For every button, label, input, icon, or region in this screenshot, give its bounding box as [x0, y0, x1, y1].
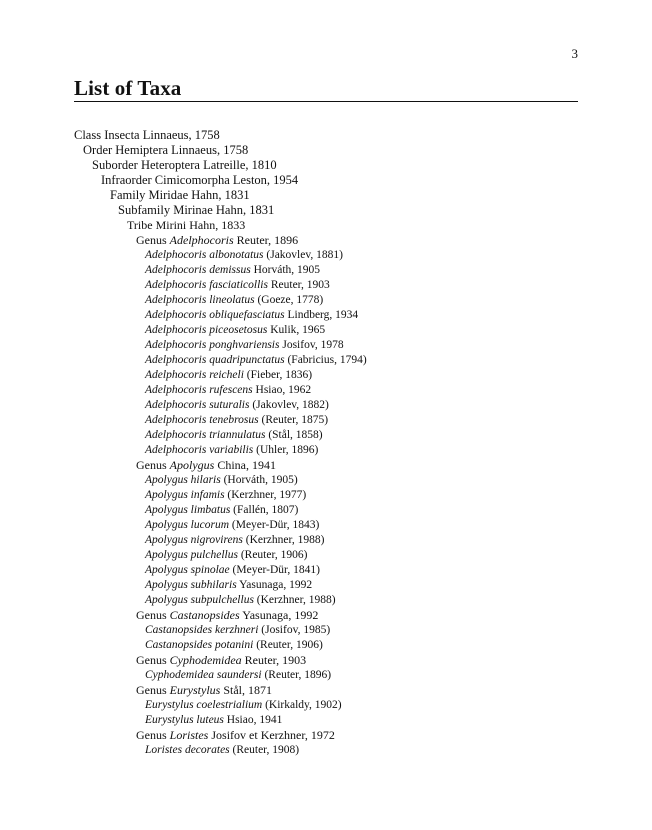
taxon-name: Eurystylus coelestrialium — [145, 699, 263, 711]
taxon-authority: (Fabricius, 1794) — [284, 354, 367, 366]
taxon-authority: Reuter, 1903 — [267, 279, 330, 291]
taxon-entry — [74, 218, 578, 233]
taxon-entry — [74, 608, 578, 623]
taxon-name: Castanopsides potanini — [145, 639, 254, 651]
taxon-entry — [74, 578, 578, 593]
taxon-name: Apolygus — [169, 458, 215, 472]
taxon-authority: (Jakovlev, 1881) — [263, 249, 343, 261]
page-heading: List of Taxa — [74, 76, 182, 100]
taxon-name: Apolygus lucorum — [145, 519, 230, 531]
heading-rule — [74, 101, 578, 102]
taxon-rank-prefix: Infraorder Cimicomorpha Leston, 1954 — [101, 173, 299, 187]
taxon-authority: (Kirkaldy, 1902) — [262, 699, 342, 711]
taxon-authority: (Horváth, 1905) — [220, 474, 298, 486]
taxon-entry — [74, 488, 578, 503]
taxon-authority: (Reuter, 1906) — [253, 639, 323, 651]
taxon-entry — [74, 518, 578, 533]
taxon-authority: China, 1941 — [214, 458, 277, 472]
taxon-authority: Reuter, 1896 — [233, 233, 299, 247]
taxon-entry — [74, 323, 578, 338]
taxon-name: Apolygus infamis — [145, 489, 225, 501]
taxon-name: Eurystylus luteus — [145, 714, 224, 726]
taxon-name: Loristes decorates — [145, 744, 230, 756]
taxon-name: Adelphocoris triannulatus — [145, 429, 266, 441]
taxon-name: Adelphocoris obliquefasciatus — [145, 309, 285, 321]
taxon-name: Apolygus subpulchellus — [145, 594, 254, 606]
taxon-entry — [74, 683, 578, 698]
taxon-entry — [74, 668, 578, 683]
taxon-entry — [74, 293, 578, 308]
taxon-entry — [74, 563, 578, 578]
taxon-entry — [74, 248, 578, 263]
taxon-authority: Josifov, 1978 — [279, 339, 344, 351]
taxon-rank-prefix: Family Miridae Hahn, 1831 — [110, 188, 250, 202]
taxon-name: Adelphocoris demissus — [145, 264, 251, 276]
taxon-name: Adelphocoris reicheli — [145, 369, 244, 381]
taxon-entry — [74, 473, 578, 488]
taxon-entry — [74, 548, 578, 563]
taxon-rank-prefix: Genus — [136, 728, 170, 742]
taxon-name: Apolygus subhilaris — [145, 579, 237, 591]
page-number: 3 — [571, 46, 578, 61]
taxon-name: Adelphocoris piceosetosus — [145, 324, 268, 336]
taxon-authority: (Meyer-Dür, 1843) — [229, 519, 320, 531]
taxon-name: Adelphocoris tenebrosus — [145, 414, 259, 426]
taxon-entry — [74, 383, 578, 398]
taxon-name: Apolygus hilaris — [145, 474, 221, 486]
taxon-rank-prefix: Tribe Mirini Hahn, 1833 — [127, 218, 246, 232]
taxon-entry — [74, 353, 578, 368]
taxon-authority: Stål, 1871 — [220, 683, 273, 697]
taxon-authority: (Kerzhner, 1977) — [224, 489, 307, 501]
taxon-name: Cyphodemidea saundersi — [145, 669, 262, 681]
taxon-name: Adelphocoris fasciaticollis — [145, 279, 268, 291]
taxon-entry — [74, 743, 578, 758]
taxon-entry — [74, 428, 578, 443]
taxon-authority: (Reuter, 1908) — [229, 744, 300, 756]
taxon-authority: Hsiao, 1941 — [223, 714, 283, 726]
taxon-authority: (Fallén, 1807) — [230, 504, 299, 516]
taxon-rank-prefix: Genus — [136, 608, 170, 622]
taxon-name: Adelphocoris quadripunctatus — [145, 354, 285, 366]
taxon-authority: (Reuter, 1906) — [237, 549, 308, 561]
taxon-authority: (Goeze, 1778) — [254, 294, 324, 306]
taxon-rank-prefix: Class Insecta Linnaeus, 1758 — [74, 128, 220, 142]
taxon-entry — [74, 458, 578, 473]
taxon-authority: (Fieber, 1836) — [243, 369, 313, 381]
taxon-name: Adelphocoris variabilis — [145, 444, 254, 456]
taxon-authority: Lindberg, 1934 — [284, 309, 359, 321]
taxon-entry — [74, 533, 578, 548]
taxon-name: Adelphocoris lineolatus — [145, 294, 255, 306]
taxon-entry — [74, 203, 578, 218]
taxon-name: Adelphocoris albonotatus — [145, 249, 264, 261]
taxon-rank-prefix: Genus — [136, 683, 170, 697]
taxa-list — [74, 128, 578, 758]
taxon-rank-prefix: Suborder Heteroptera Latreille, 1810 — [92, 158, 277, 172]
taxon-authority: (Reuter, 1896) — [261, 669, 332, 681]
taxon-name: Castanopsides kerzhneri — [145, 624, 259, 636]
taxon-authority: (Josifov, 1985) — [258, 624, 331, 636]
taxon-name: Cyphodemidea — [169, 653, 242, 667]
taxon-authority: (Kerzhner, 1988) — [253, 594, 336, 606]
taxon-entry — [74, 593, 578, 608]
taxon-name: Adelphocoris rufescens — [145, 384, 253, 396]
taxon-name: Eurystylus — [169, 683, 221, 697]
taxon-entry — [74, 623, 578, 638]
taxon-authority: Hsiao, 1962 — [252, 384, 312, 396]
taxon-authority: (Kerzhner, 1988) — [242, 534, 325, 546]
taxon-entry — [74, 713, 578, 728]
taxon-entry — [74, 188, 578, 203]
taxon-entry — [74, 128, 578, 143]
taxon-entry — [74, 263, 578, 278]
taxon-authority: Josifov et Kerzhner, 1972 — [208, 728, 335, 742]
taxon-authority: Kulik, 1965 — [267, 324, 326, 336]
taxon-authority: (Uhler, 1896) — [253, 444, 319, 456]
taxon-entry — [74, 398, 578, 413]
taxon-entry — [74, 728, 578, 743]
taxon-name: Adelphocoris suturalis — [145, 399, 250, 411]
taxon-authority: (Reuter, 1875) — [258, 414, 329, 426]
taxon-authority: Yasunaga, 1992 — [239, 608, 319, 622]
taxon-rank-prefix: Genus — [136, 653, 170, 667]
taxon-name: Apolygus limbatus — [145, 504, 231, 516]
taxon-name: Castanopsides — [169, 608, 240, 622]
taxon-authority: Horváth, 1905 — [250, 264, 321, 276]
taxon-authority: (Jakovlev, 1882) — [249, 399, 329, 411]
taxon-entry — [74, 698, 578, 713]
taxon-entry — [74, 233, 578, 248]
taxon-authority: Reuter, 1903 — [241, 653, 307, 667]
taxon-entry — [74, 278, 578, 293]
taxon-name: Adelphocoris ponghvariensis — [145, 339, 280, 351]
taxon-entry — [74, 173, 578, 188]
taxon-entry — [74, 638, 578, 653]
taxon-entry — [74, 158, 578, 173]
taxon-name: Apolygus spinolae — [145, 564, 230, 576]
taxon-entry — [74, 443, 578, 458]
taxon-rank-prefix: Genus — [136, 233, 170, 247]
taxon-entry — [74, 338, 578, 353]
taxon-name: Loristes — [169, 728, 209, 742]
taxon-entry — [74, 308, 578, 323]
taxon-name: Apolygus pulchellus — [145, 549, 238, 561]
taxon-rank-prefix: Subfamily Mirinae Hahn, 1831 — [118, 203, 275, 217]
taxon-entry — [74, 653, 578, 668]
taxon-entry — [74, 368, 578, 383]
taxon-rank-prefix: Order Hemiptera Linnaeus, 1758 — [83, 143, 249, 157]
taxon-name: Apolygus nigrovirens — [145, 534, 243, 546]
taxon-entry — [74, 143, 578, 158]
taxon-authority: (Stål, 1858) — [265, 429, 323, 441]
taxon-name: Adelphocoris — [169, 233, 234, 247]
taxon-rank-prefix: Genus — [136, 458, 170, 472]
taxon-entry — [74, 413, 578, 428]
taxon-authority: Yasunaga, 1992 — [236, 579, 313, 591]
taxon-authority: (Meyer-Dür, 1841) — [229, 564, 320, 576]
taxon-entry — [74, 503, 578, 518]
